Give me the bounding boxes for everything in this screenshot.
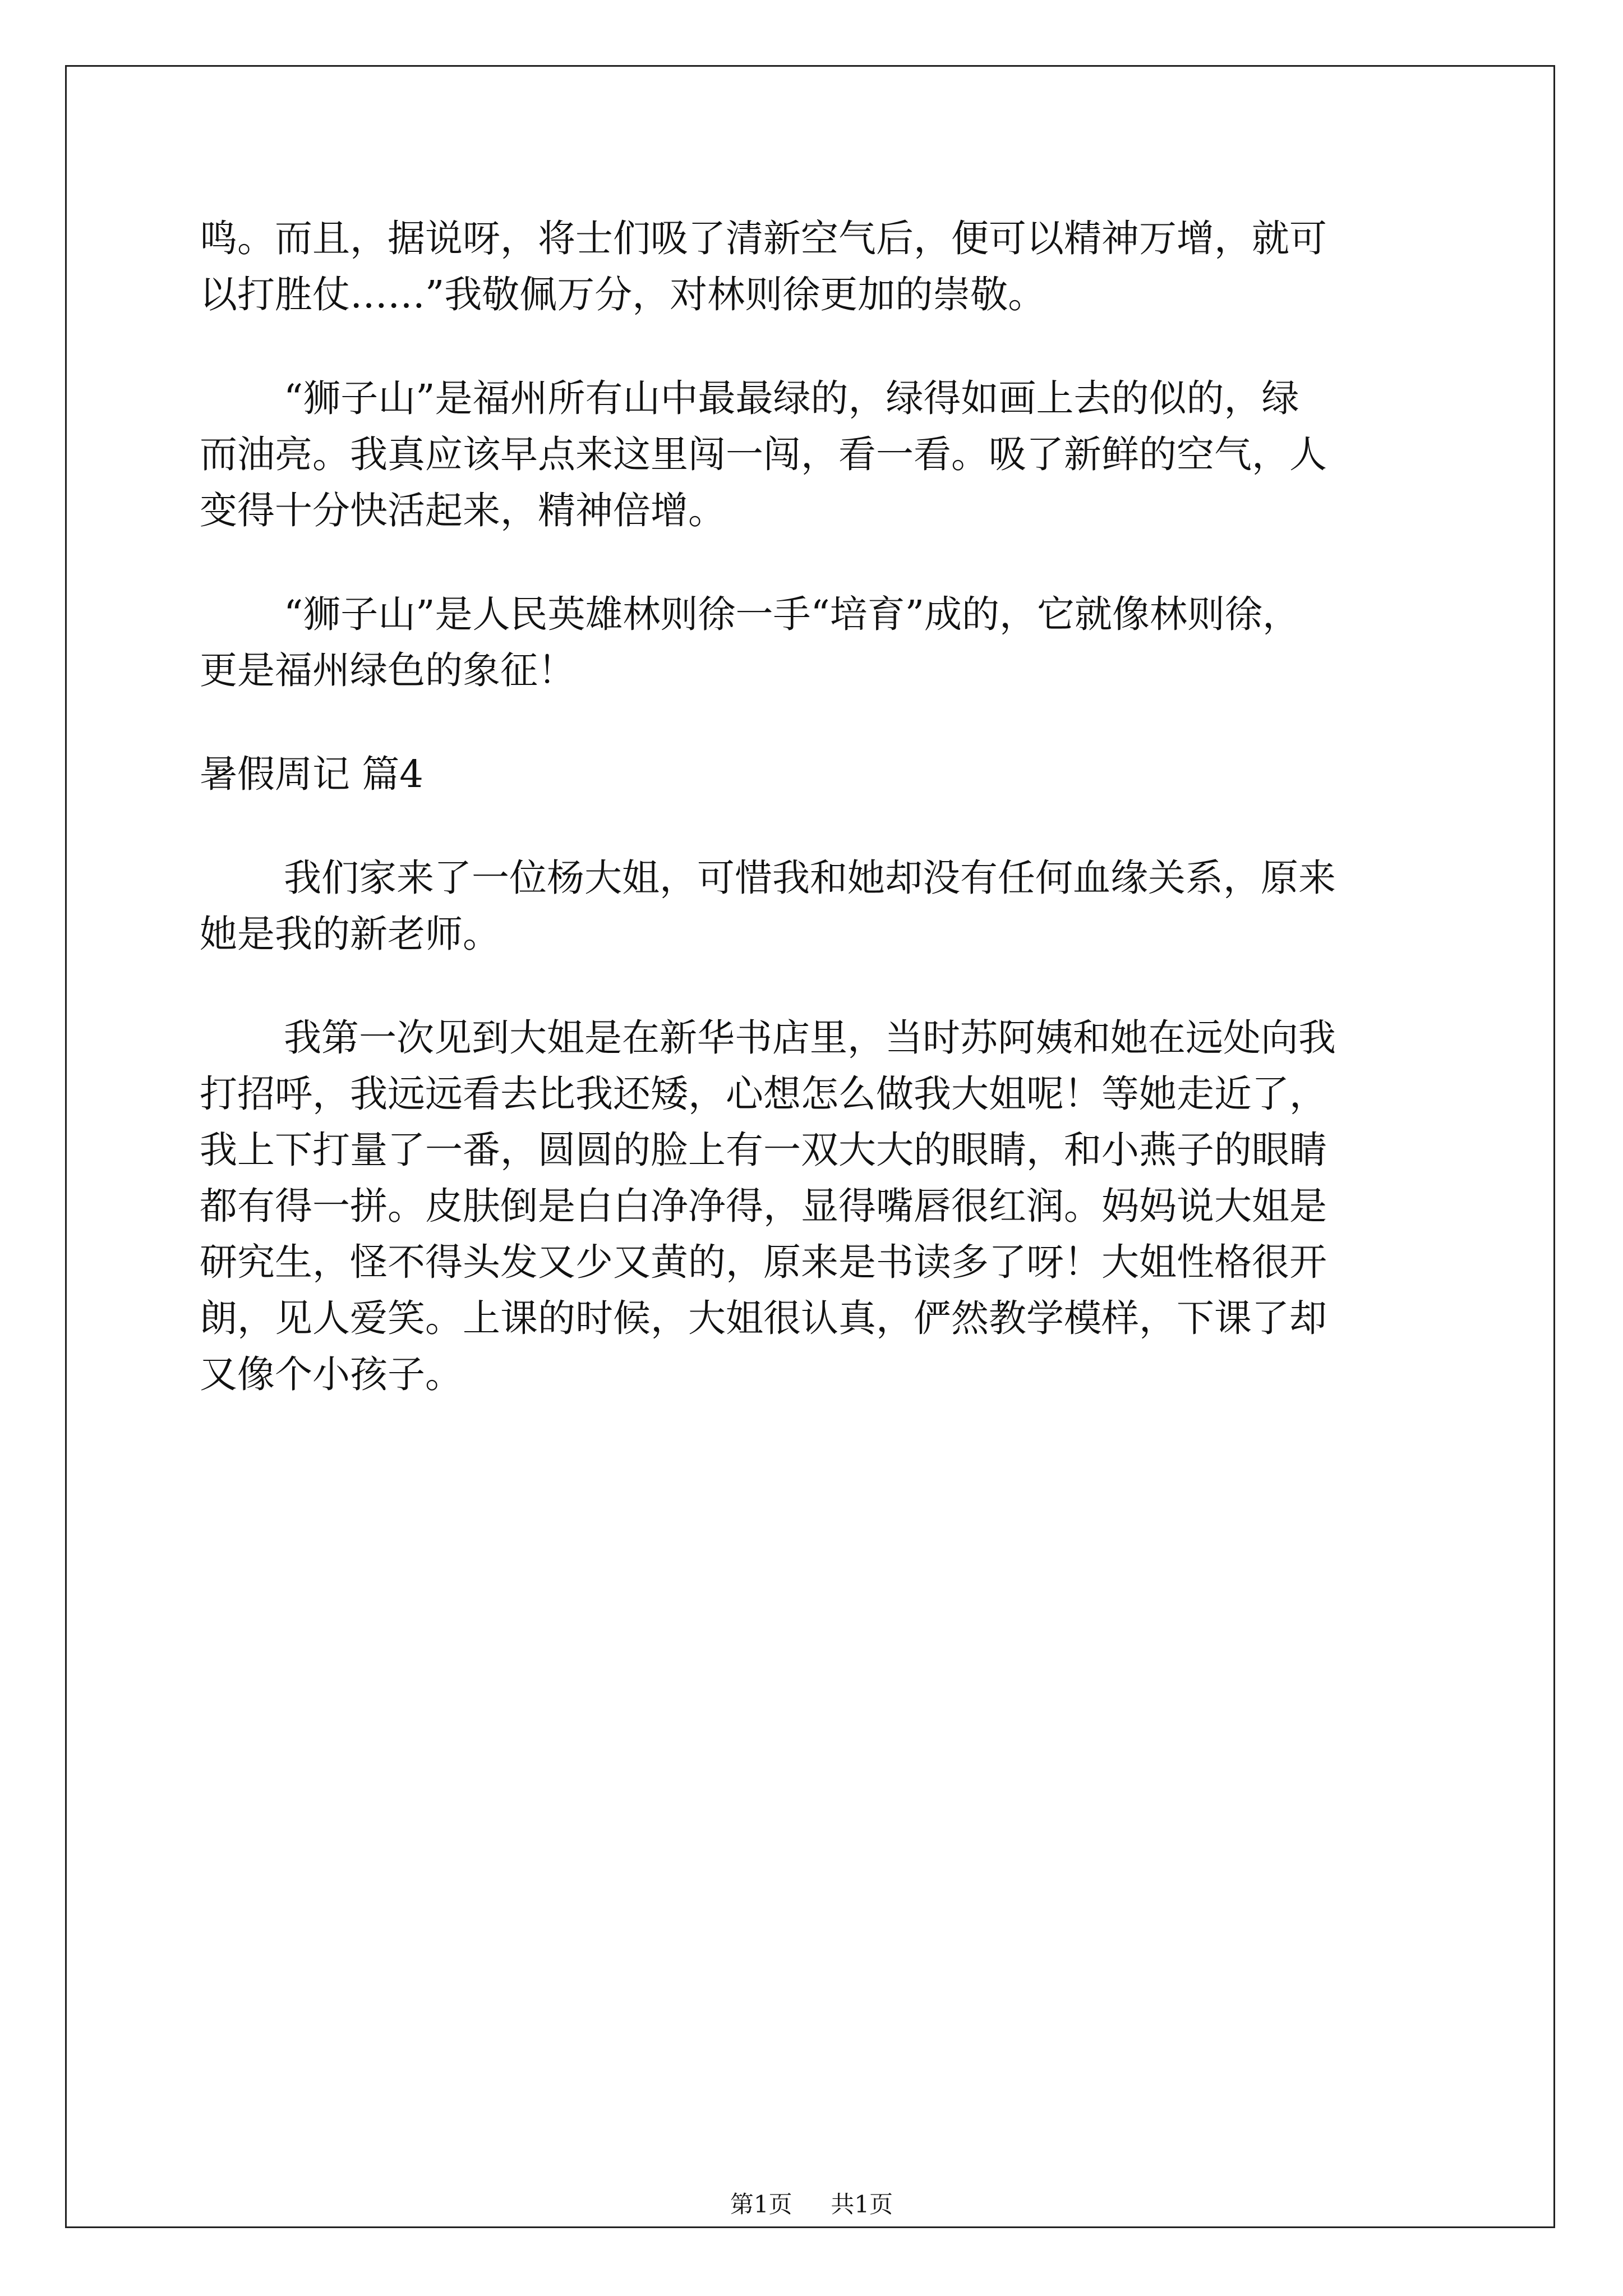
text-line: 而油亮。我真应该早点来这里闯一闯，看一看。吸了新鲜的空气，人 [200,432,1327,476]
text-line: 又像个小孩子。 [200,1352,463,1396]
text-line: 我上下打量了一番，圆圆的脸上有一双大大的眼睛，和小燕子的眼睛 [200,1128,1327,1172]
text-line: 我们家来了一位杨大姐，可惜我和她却没有任何血缘关系，原来 [284,856,1336,900]
text-line: 以打胜仗……”我敬佩万分，对林则徐更加的崇敬。 [200,273,1046,316]
text-line: 她是我的新老师。 [200,912,500,956]
page-footer [0,2188,1623,2221]
page-total: 共1页 [831,2191,893,2218]
text-line: 朗，见人爱笑。上课的时候，大姐很认真，俨然教学模样，下课了却 [200,1296,1327,1340]
document-body [200,210,1467,1402]
section-heading: 暑假周记 篇4 [200,752,423,796]
text-line: 鸣。而且，据说呀，将士们吸了清新空气后，便可以精神万增，就可 [200,217,1327,260]
text-line: 更是福州绿色的象征！ [200,648,575,692]
text-line: 都有得一拼。皮肤倒是白白净净得，显得嘴唇很红润。妈妈说大姐是 [200,1184,1327,1228]
page-number: 第1页 [730,2191,792,2218]
text-line: “狮子山”是人民英雄林则徐一手“培育”成的，它就像林则徐， [284,592,1301,636]
text-line: 研究生，怪不得头发又少又黄的，原来是书读多了呀！大姐性格很开 [200,1240,1327,1284]
text-line: 打招呼，我远远看去比我还矮，心想怎么做我大姐呢！等她走近了， [200,1072,1327,1116]
text-line: “狮子山”是福州所有山中最最绿的，绿得如画上去的似的，绿 [284,376,1299,420]
text-line: 我第一次见到大姐是在新华书店里，当时苏阿姨和她在远处向我 [284,1016,1336,1060]
text-line: 变得十分快活起来，精神倍增。 [200,489,726,532]
